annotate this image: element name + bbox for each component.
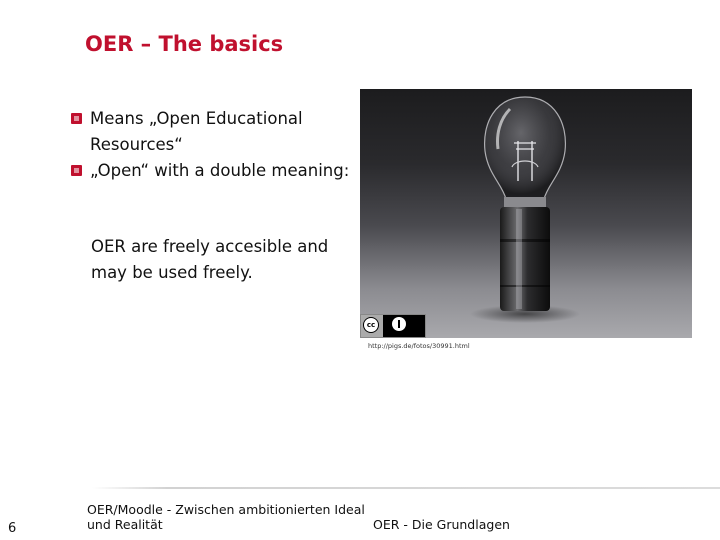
slide-title: OER – The basics (85, 32, 284, 56)
attribution-person-icon (392, 317, 406, 331)
bullet-marker-icon (71, 165, 82, 176)
bullet-text: Means „Open Educational Resources“ (90, 109, 303, 154)
footer-divider (92, 487, 720, 489)
cc-badge-left (361, 315, 383, 337)
creative-commons-icon: cc (363, 317, 379, 333)
body-paragraph: OER are freely accesible and may be used freely. (91, 237, 329, 282)
light-bulb-photo (360, 89, 692, 338)
image-source-link[interactable]: http://pigs.de/fotos/30991.html (368, 342, 470, 350)
footer-section-title: OER - Die Grundlagen (373, 517, 510, 532)
page-number: 6 (8, 521, 17, 536)
bullet-text: „Open“ with a double meaning: (90, 161, 350, 180)
bullet-item (70, 106, 360, 158)
bullet-marker-icon (71, 113, 82, 124)
footer-presentation-title: OER/Moodle - Zwischen ambitionierten Ideal und Realität (87, 502, 365, 532)
bullet-item (70, 158, 360, 184)
cc-license-badge[interactable] (360, 314, 426, 338)
bullet-list (70, 106, 360, 184)
light-bulb-illustration (360, 89, 692, 338)
